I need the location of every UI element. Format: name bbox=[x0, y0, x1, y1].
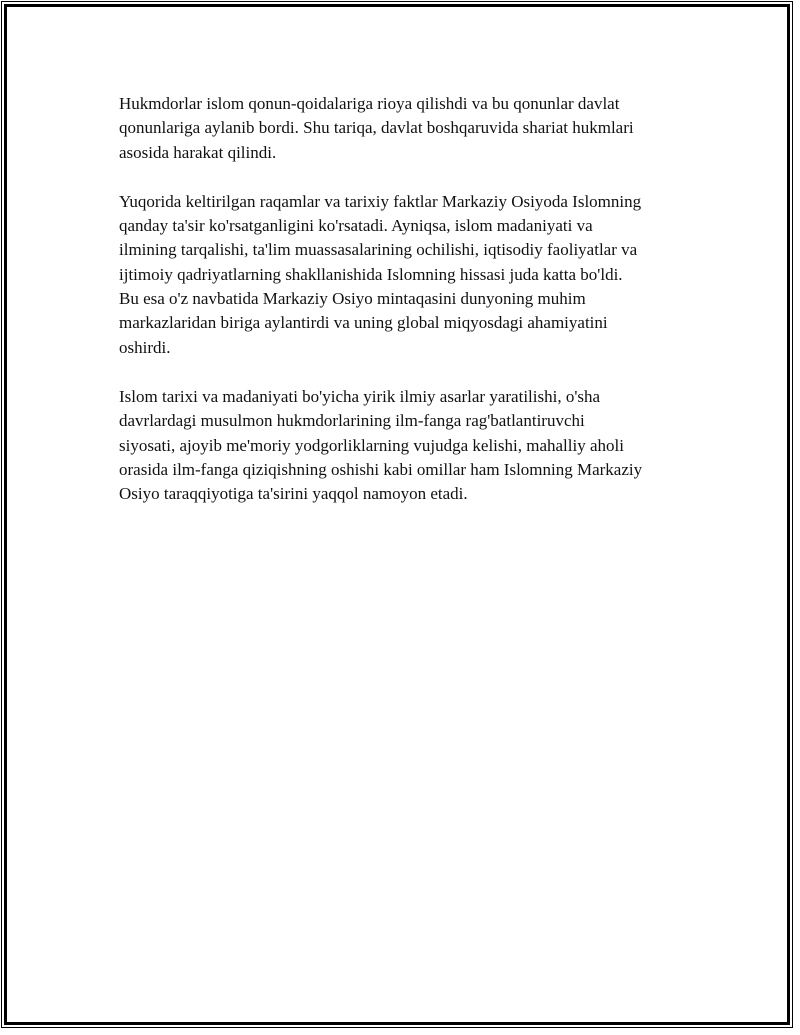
paragraph-2: Yuqorida keltirilgan raqamlar va tarixiy faktlar Markaziy Osiyoda Islomning qanday ta'sir ko'rsatganligini ko'rsatadi. Ayniqsa, islom madaniyati va ilmining tarqalishi, ta'lim muassasalarining ochilishi, iqtisodiy faoliyatlar va ijtimoiy qadriyatlarning shakllanishida Islomning hissasi juda katta bo'ldi. Bu esa o'z navbatida Markaziy Osiyo mintaqasini dunyoning muhim markazlaridan biriga aylantirdi va uning global miqyosdagi ahamiyatini oshirdi. bbox=[119, 191, 642, 357]
paragraph-3: Islom tarixi va madaniyati bo'yicha yirik ilmiy asarlar yaratilishi, o'sha davrlardagi musulmon hukmdorlarining ilm-fanga rag'batlantiruvchi siyosati, ajoyib me'moriy yodgorliklarning vujudga kelishi, mahalliy aholi orasida ilm-fanga qiziqishning oshishi kabi omillar ham Islomning Markaziy Osiyo taraqqiyotiga ta'sirini yaqqol namoyon etadi. bbox=[119, 386, 643, 504]
paragraph-1: Hukmdorlar islom qonun-qoidalariga rioya qilishdi va bu qonunlar davlat qonunlariga aylanib bordi. Shu tariqa, davlat boshqaruvida shariat hukmlari asosida harakat qilindi. bbox=[119, 94, 634, 162]
document-body bbox=[119, 92, 699, 531]
